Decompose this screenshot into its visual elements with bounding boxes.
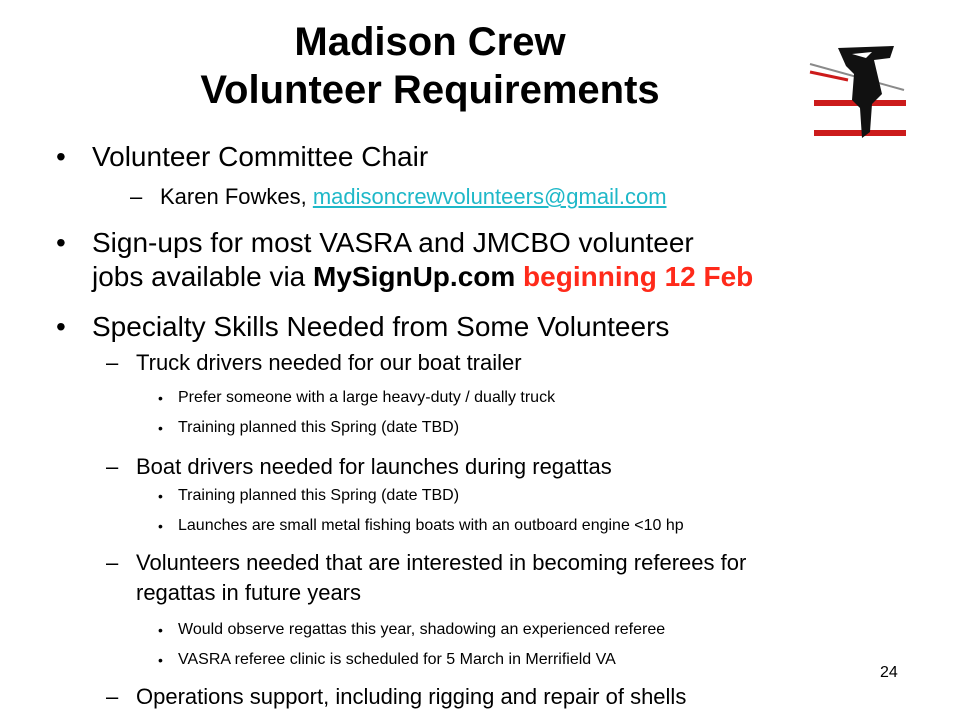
referee-detail-text: VASRA referee clinic is scheduled for 5 March in Merrifield VA [178,651,616,668]
referee-detail-item [158,650,616,670]
contact-name: Karen Fowkes, [160,184,313,209]
sub-bullet-boat-drivers [106,454,612,480]
bullet-marker: • [158,622,163,638]
sub-bullet-truck-drivers [106,350,522,376]
bullet-marker: • [158,652,163,668]
bullet-marker: • [158,518,163,534]
bullet-specialty-skills [56,310,670,344]
referee-detail-item [158,620,666,640]
truck-detail-item [158,388,556,408]
specialty-skills-text: Specialty Skills Needed from Some Volunteers [92,311,670,342]
sub-bullet-operations [106,684,687,710]
bullet-marker: • [158,420,163,436]
operations-text: Operations support, including rigging and repair of shells [136,684,687,709]
truck-detail-text: Training planned this Spring (date TBD) [178,419,460,436]
committee-chair-text: Volunteer Committee Chair [92,141,429,172]
logo-stripe-bottom [814,130,906,136]
boat-drivers-text: Boat drivers needed for launches during regattas [136,454,612,479]
signup-site-name: MySignUp.com [313,261,516,292]
dash-marker: – [106,454,119,479]
referee-detail-text: Would observe regattas this year, shadowing an experienced referee [178,621,666,638]
referees-line-2: regattas in future years [136,580,362,605]
signups-line-1: Sign-ups for most VASRA and JMCBO volunteer [92,227,694,258]
bullet-committee-chair [56,140,429,174]
truck-detail-text: Prefer someone with a large heavy-duty / dually truck [178,389,556,406]
boat-detail-text: Training planned this Spring (date TBD) [178,487,460,504]
boat-detail-item [158,516,684,536]
bullet-signups [56,226,694,260]
truck-detail-item [158,418,460,438]
bullet-marker: • [158,390,163,406]
contact-email-link[interactable]: madisoncrewvolunteers@gmail.com [312,184,667,209]
bullet-marker: • [158,488,163,504]
boat-detail-item [158,486,460,506]
signups-line-2-prefix: jobs available via [92,261,314,292]
truck-drivers-text: Truck drivers needed for our boat trailer [136,350,522,375]
referees-line-1: Volunteers needed that are interested in becoming referees for [136,550,747,575]
dash-marker: – [106,684,119,709]
signup-start-date: beginning 12 Feb [523,261,754,292]
bullet-marker: • [56,141,66,172]
bullet-marker: • [56,311,66,342]
madison-crew-logo-icon [808,44,908,140]
sub-bullet-referees [106,550,747,576]
bullet-marker: • [56,227,66,258]
bullet-signups-continued [92,260,753,294]
sub-bullet-chair-contact [130,184,667,210]
title-line-2: Volunteer Requirements [200,68,660,112]
dash-marker: – [130,184,143,209]
page-number: 24 [880,664,898,681]
boat-detail-text: Launches are small metal fishing boats with an outboard engine <10 hp [178,517,684,534]
dash-marker: – [106,550,119,575]
slide-title [40,18,820,114]
title-line-1: Madison Crew [294,20,566,64]
sub-bullet-referees-continued [136,580,361,606]
logo-bird-shape [838,46,894,138]
dash-marker: – [106,350,119,375]
